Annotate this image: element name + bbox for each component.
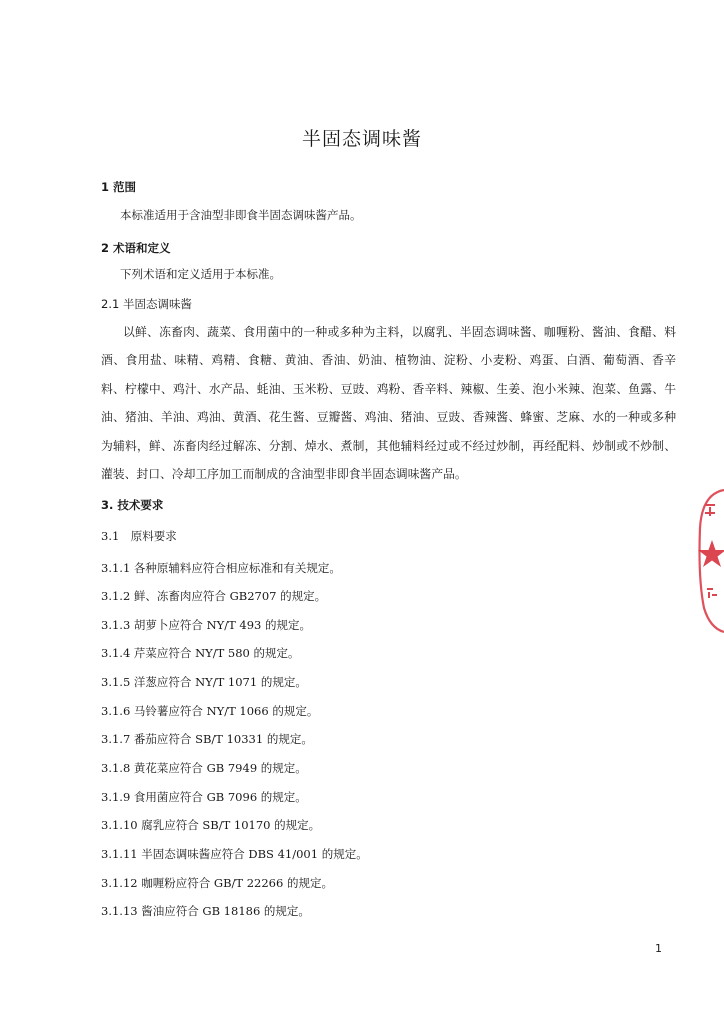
requirement-item: 3.1.3 胡萝卜应符合 NY/T 493 的规定。 <box>101 618 312 632</box>
section-2-heading: 2 术语和定义 <box>101 241 171 255</box>
section-2-text: 下列术语和定义适用于本标准。 <box>120 267 281 281</box>
official-seal-stamp <box>696 488 724 634</box>
section-2-1-heading: 2.1 半固态调味酱 <box>101 297 192 311</box>
requirement-item: 3.1.10 腐乳应符合 SB/T 10170 的规定。 <box>101 818 321 832</box>
section-1-heading: 1 范围 <box>101 180 137 194</box>
section-2-1-paragraph: 以鲜、冻畜肉、蔬菜、食用菌中的一种或多种为主料，以腐乳、半固态调味酱、咖喱粉、酱油、食醋、料酒、食用盐、味精、鸡精、食糖、黄油、香油、奶油、植物油、淀粉、小麦粉、鸡蛋、白酒、葡萄酒、香辛料、柠檬中、鸡汁、水产品、蚝油、玉米粉、豆豉、鸡粉、香辛料、辣椒、生姜、泡小米辣、泡菜、鱼露、牛油、猪油、羊油、鸡油、黄酒、花生酱、豆瓣酱、鸡油、猪油、豆豉、香辣酱、蜂蜜、芝麻、水的一种或多种为辅料，鲜、冻畜肉经过解冻、分割、焯水、煮制，其他辅料经过或不经过炒制，再经配料、炒制或不炒制、灌装、封口、冷却工序加工而制成的含油型非即食半固态调味酱产品。 <box>101 325 676 482</box>
requirement-item: 3.1.6 马铃薯应符合 NY/T 1066 的规定。 <box>101 704 319 718</box>
requirement-item: 3.1.12 咖喱粉应符合 GB/T 22266 的规定。 <box>101 876 333 890</box>
section-3-heading: 3. 技术要求 <box>101 498 164 512</box>
requirement-item: 3.1.9 食用菌应符合 GB 7096 的规定。 <box>101 790 307 804</box>
requirement-item: 3.1.5 洋葱应符合 NY/T 1071 的规定。 <box>101 675 307 689</box>
section-1-text: 本标准适用于含油型非即食半固态调味酱产品。 <box>120 208 362 222</box>
requirement-item: 3.1.7 番茄应符合 SB/T 10331 的规定。 <box>101 732 313 746</box>
requirement-item: 3.1.1 各种原辅料应符合相应标准和有关规定。 <box>101 561 341 575</box>
requirement-item: 3.1.8 黄花菜应符合 GB 7949 的规定。 <box>101 761 307 775</box>
section-3-1-heading: 3.1 原料要求 <box>101 529 177 543</box>
page-number: 1 <box>655 942 662 955</box>
requirement-item: 3.1.13 酱油应符合 GB 18186 的规定。 <box>101 904 310 918</box>
requirement-item: 3.1.4 芹菜应符合 NY/T 580 的规定。 <box>101 646 300 660</box>
document-title: 半固态调味酱 <box>301 128 422 150</box>
requirement-item: 3.1.2 鲜、冻畜肉应符合 GB2707 的规定。 <box>101 589 327 603</box>
requirement-item: 3.1.11 半固态调味酱应符合 DBS 41/001 的规定。 <box>101 847 368 861</box>
